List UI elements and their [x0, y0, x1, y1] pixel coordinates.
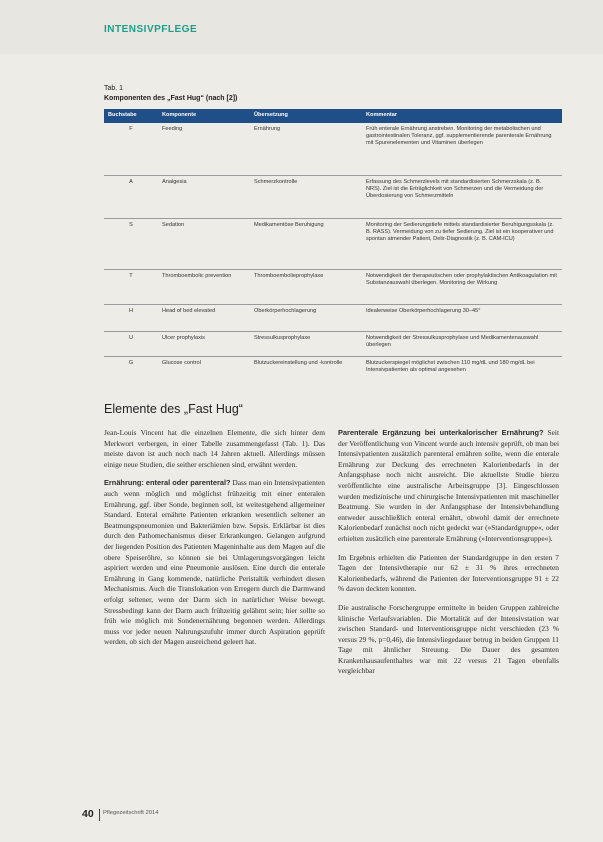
cell-component: Sedation	[158, 219, 250, 270]
cell-translation: Blutzuckereinstellung und -kontrolle	[254, 360, 343, 366]
cell-component: Analgesia	[158, 176, 250, 219]
cell-letter: U	[104, 332, 158, 357]
column-header: Übersetzung	[250, 109, 362, 123]
paragraph-text: Dass man ein Intensivpatienten auch wenn möglich und möglichst frühzeitig mit einer enteralen Ernährung, ggf. über Sonde, beginnen soll, ist weitestgehend allgemeiner Standard. Enteral ernährte Patienten erkranken wesentlich seltener an Beatmungspneumonien und Bakteriämien bzw. Sepsis. Erklärbar ist dies durch den Pathomechanismus dieser Erkrankungen. Gelangen aufgrund der liegenden Position des Patienten Mageninhalte aus dem Magen auf die obere Speiseröhre, so können sie bei Umlagerungsvorgängen leicht aspiriert werden und eine Pneumonie auslösen. Eine durch die enterale Ernährung in Gang kommende, natürliche Peristaltik verhindert diesen Mechanismus. Auch die Translokation von Erregern durch die Darmwand erfolgt seltener, wenn der Darm sich in natürlicher Weise bewegt. Stressbedingt kann der Darm auch frühzeitig gelähmt sein; hier sollte so früh wie möglich mit Sondenernährung begonnen werden. Allerdings muss vor jeder neuen Nahrungszufuhr immer durch Aspiration geprüft werden, ob sich der Magen ausreichend geleert hat.	[104, 478, 325, 647]
cell-letter: S	[104, 219, 158, 270]
table-header-row	[104, 109, 562, 123]
cell-letter: F	[104, 123, 158, 176]
page-number: 40	[82, 808, 94, 820]
section-label: INTENSIVPFLEGE	[104, 24, 198, 35]
cell-comment: Erfassung des Schmerzlevels mit standardisierten Schmerzskala (z. B. NRS). Ziel ist die Erträglichkeit von Schmerzen und die Vermeidung der Überdosierung von Schmerzmitteln	[362, 176, 562, 219]
body-column-right	[338, 428, 559, 685]
cell-letter: G	[128, 360, 134, 366]
cell-component: Head of bed elevated	[158, 305, 250, 332]
cell-letter: H	[104, 305, 158, 332]
table-caption	[104, 84, 237, 104]
cell-comment: Monitoring der Sedierungstiefe mittels standardisierter Beruhigungsskala (z. B. RASS). Vermeidung von zu tiefer Sedierung. Ziel ist ein kooperativer und spontan atmender Patient, Delir-Diagnostik (z. B. CAM-ICU)	[362, 219, 562, 270]
paragraph-heading: Parenterale Ergänzung bei unterkalorischer Ernährung?	[338, 428, 544, 437]
column-header: Buchstabe	[104, 109, 158, 123]
table-caption-title: Komponenten des „Fast Hug“ (nach [2])	[104, 95, 238, 102]
fast-hug-table	[104, 109, 562, 385]
body-column-left	[104, 428, 325, 656]
cell-component: Feeding	[158, 123, 250, 176]
column-header: Kommentar	[362, 109, 562, 123]
cell-translation: Oberkörperhochlagerung	[250, 305, 362, 332]
body-paragraph	[338, 428, 559, 545]
table-row	[104, 123, 562, 176]
cell-comment: Notwendigkeit der Stressulkusprophylaxe und Medikamentenauswahl überlegen	[362, 332, 562, 357]
cell-translation: Medikamentöse Beruhigung	[250, 219, 362, 270]
table-row	[104, 219, 562, 270]
cell-letter: T	[104, 270, 158, 305]
footer-divider	[99, 809, 100, 821]
cell-comment: Blutzuckerspiegel möglichst zwischen 110 mg/dL und 180 mg/dL bei Intensivpatienten als optimal angesehen	[366, 360, 535, 374]
body-paragraph	[338, 603, 559, 677]
page-footer	[82, 808, 562, 822]
paragraph-text: Jean-Louis Vincent hat die einzelnen Elemente, die sich hinter dem Merkwort verbergen, in einer Tabelle zusammengefasst (Tab. 1). Das meiste davon ist auch noch nach 14 Jahren aktuell. Allerdings müssen einige neue Studien, die seither erschienen sind, erwähnt werden.	[104, 428, 325, 469]
cell-translation: Schmerzkontrolle	[250, 176, 362, 219]
table-row	[104, 332, 562, 357]
cell-component: Thromboembolic prevention	[158, 270, 250, 305]
cell-comment: Früh enterale Ernährung anstreben. Monitoring der metabolischen und gastrointestinalen Toleranz, ggf. supplementierende parenterale Ernährung mit Spurenelementen und Vitaminen überlegen	[362, 123, 562, 176]
column-header: Komponente	[158, 109, 250, 123]
section-heading: Elemente des „Fast Hug“	[104, 402, 243, 416]
paragraph-text: Seit der Veröffentlichung von Vincent wurde auch intensiv geprüft, ob man bei Intensivpatienten zusätzlich parenteral ernähren sollte, wenn die enterale Ernährung zur Deckung des errechneten Kalorienbedarfs in der Anfangsphase noch nicht ausreicht. Die aktuellste Studie hierzu veröffentlichte eine australische Arbeitsgruppe [3]. Eingeschlossen wurden medizinische und chirurgische Intensivpatienten mit maschineller Beatmung. Sie wurden in der Anfangsphase der Intensivbehandlung entweder ausschließlich enteral ernährt, obwohl damit der errechnete Kalorienbedarf zunächst noch nicht gedeckt war (»Standardgruppe«, oder erhielten zusätzlich eine parenterale Ernährung (»Interventionsgruppe«).	[338, 428, 559, 543]
table-row	[104, 270, 562, 305]
cell-component: Ulcer prophylaxis	[158, 332, 250, 357]
footer-source: Pflegezeitschrift 2014	[103, 810, 159, 816]
table-row	[104, 305, 562, 332]
table-row	[104, 176, 562, 219]
body-paragraph	[104, 428, 325, 470]
table-caption-label: Tab. 1	[104, 85, 124, 92]
header-band	[0, 0, 603, 54]
cell-comment: Notwendigkeit der therapeutischen oder prophylaktischen Antikoagulation mit Substanzauswahl überlegen. Monitoring der Wirkung	[362, 270, 562, 305]
paragraph-text: Die australische Forschergruppe ermittelte in beiden Gruppen zahlreiche klinische Verlaufsvariablen. Die Mortalität auf der Intensivstation war zwischen Standard- und Interventionsgruppe nicht verschieden (23 % versus 29 %, p=0,46), die Intensivliegedauer betrug in beiden Gruppen 11 Tage mit ähnlicher Streuung. Die Dauer des gesamten Krankenhausaufenthaltes war mit 22 versus 21 Tagen ebenfalls vergleichbar	[338, 602, 559, 676]
cell-translation: Stressulkusprophylaxe	[250, 332, 362, 357]
cell-letter: A	[104, 176, 158, 219]
cell-comment: Idealerweise Oberkörperhochlagerung 30–45°	[362, 305, 562, 332]
paragraph-heading: Ernährung: enteral oder parenteral?	[104, 478, 231, 488]
body-paragraph	[104, 478, 325, 648]
cell-component: Glucose control	[162, 360, 201, 366]
cell-translation: Thromboembolieprophylaxe	[250, 270, 362, 305]
table-row	[104, 357, 562, 386]
paragraph-text: Im Ergebnis erhielten die Patienten der Standardgruppe in den ersten 7 Tagen der Intensivtherapie nur 62 ± 31 % ihres errechneten Kalorienbedarfs, während die Patienten der Interventionsgruppe 91 ± 22 % davon deckten konnten.	[338, 552, 559, 594]
body-paragraph	[338, 553, 559, 595]
cell-translation: Ernährung	[250, 123, 362, 176]
